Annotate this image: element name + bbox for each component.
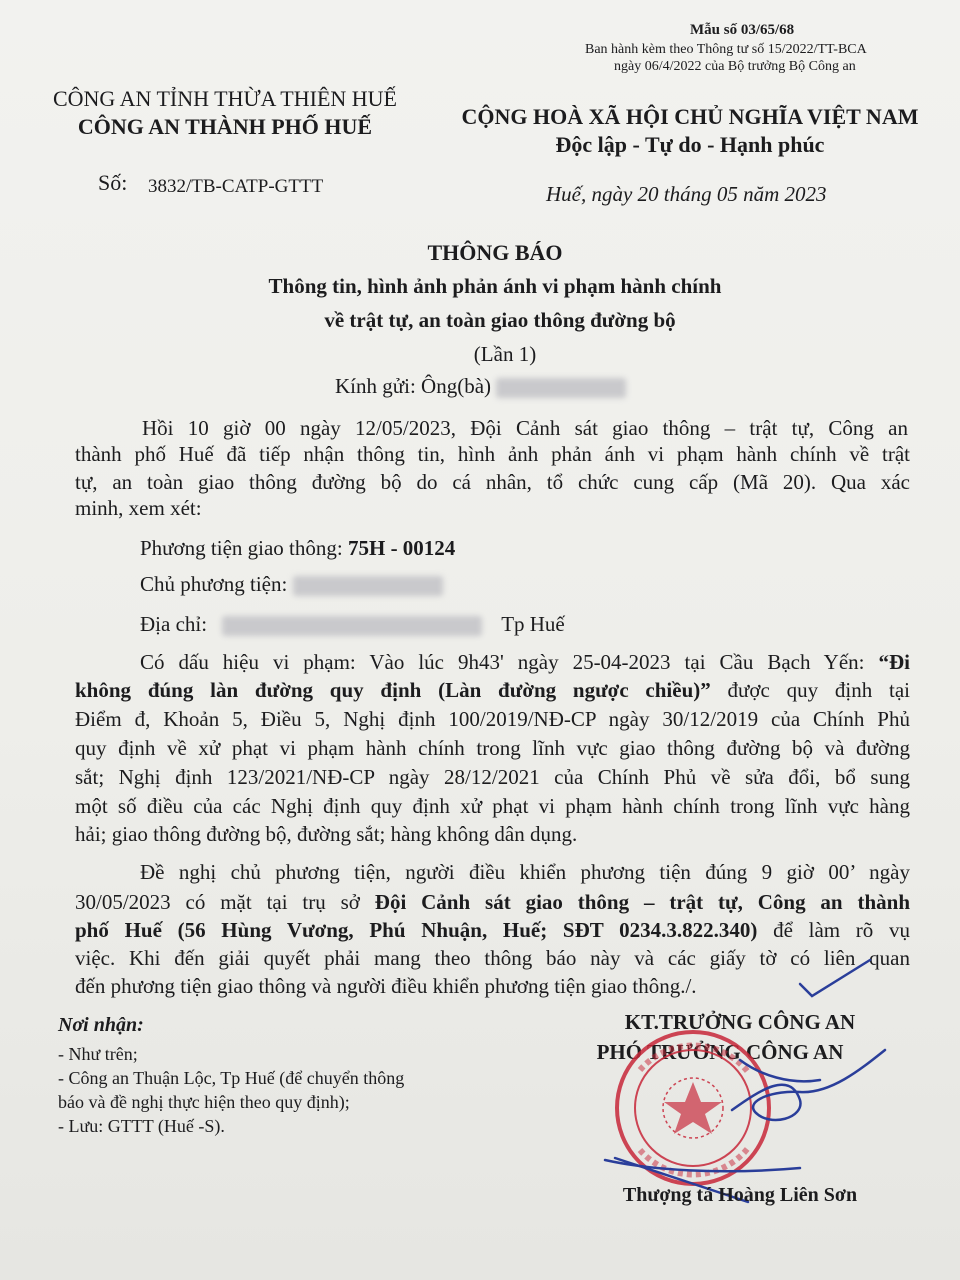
agency-parent: CÔNG AN TỈNH THỪA THIÊN HUẾ	[52, 86, 397, 111]
violation-line: một số điều của các Nghị định quy định xử phạt vi phạm hành chính trong lĩnh vực hàng	[75, 794, 910, 818]
recipient-item: - Lưu: GTTT (Huế -S).	[58, 1116, 225, 1136]
document-subtitle-1: Thông tin, hình ảnh phản ánh vi phạm hành chính	[268, 274, 722, 298]
violation-line: Điểm đ, Khoản 5, Điều 5, Nghị định 100/2019/NĐ-CP ngày 30/12/2019 của Chính Phủ	[75, 707, 910, 731]
violation-line: Có dấu hiệu vi phạm: Vào lúc 9h43' ngày 25-04-2023 tại Cầu Bạch Yến: “Đi	[140, 650, 911, 674]
signatory-title-2: PHÓ TRƯỞNG CÔNG AN	[596, 1040, 844, 1064]
document-title: THÔNG BÁO	[427, 240, 563, 265]
notice-round: (Lần 1)	[473, 342, 537, 366]
request-line: việc. Khi đến giải quyết phải mang theo thông báo này và các giấy tờ có liên quan	[75, 946, 910, 970]
reference-number: 3832/TB-CATP-GTTT	[148, 176, 324, 197]
intro-line: minh, xem xét:	[75, 496, 202, 520]
state-name: CỘNG HOÀ XÃ HỘI CHỦ NGHĨA VIỆT NAM	[461, 104, 919, 129]
signatory-name: Thượng tá Hoàng Liên Sơn	[622, 1184, 858, 1206]
recipient-item: - Như trên;	[58, 1044, 138, 1064]
owner-label: Chủ phương tiện:	[140, 572, 288, 596]
vehicle-label: Phương tiện giao thông:	[140, 536, 343, 560]
greeting-text: Kính gửi: Ông(bà)	[335, 374, 492, 398]
violation-line: sắt; Nghị định 123/2021/NĐ-CP ngày 28/12/2021 của Chính Phủ về sửa đổi, bổ sung	[75, 765, 910, 789]
request-line: Đề nghị chủ phương tiện, người điều khiển phương tiện đúng 9 giờ 00’ ngày	[140, 860, 910, 884]
address-label: Địa chỉ:	[140, 612, 208, 636]
request-line: 30/05/2023 có mặt tại trụ sở Đội Cảnh sát giao thông – trật tự, Công an thành	[75, 890, 911, 914]
agency-name: CÔNG AN THÀNH PHỐ HUẾ	[77, 114, 373, 139]
request-line: phố Huế (56 Hùng Vương, Phú Nhuận, Huế; SĐT 0234.3.822.340) để làm rõ vụ	[75, 918, 910, 942]
request-line: đến phương tiện giao thông và người điều khiển phương tiện giao thông./.	[75, 974, 697, 998]
signatory-title-1: KT.TRƯỞNG CÔNG AN	[624, 1010, 856, 1034]
place-date: Huế, ngày 20 tháng 05 năm 2023	[546, 182, 827, 206]
violation-line: hải; giao thông đường bộ, đường sắt; hàng không dân dụng.	[75, 822, 578, 846]
reference-label: Số:	[98, 170, 128, 195]
intro-line: thành phố Huế đã tiếp nhận thông tin, hình ảnh phản ánh vi phạm hành chính về trật	[75, 442, 910, 466]
intro-line: tự, an toàn giao thông đường bộ do cá nhân, tổ chức cung cấp (Mã 20). Qua xác	[75, 470, 910, 494]
form-issued-line-1: Ban hành kèm theo Thông tư số 15/2022/TT-BCA	[585, 42, 867, 57]
violation-line: quy định về xử phạt vi phạm hành chính trong lĩnh vực giao thông đường bộ và đường	[75, 736, 910, 760]
recipient-item-continued: báo và đề nghị thực hiện theo quy định);	[58, 1092, 350, 1112]
intro-line: Hồi 10 giờ 00 ngày 12/05/2023, Đội Cảnh sát giao thông – trật tự, Công an	[142, 416, 908, 440]
form-issued-line-2: ngày 06/4/2022 của Bộ trưởng Bộ Công an	[614, 59, 856, 74]
recipient-item: - Công an Thuận Lộc, Tp Huế (để chuyển thông	[58, 1068, 405, 1088]
form-number: Mẫu số 03/65/68	[690, 22, 795, 38]
violation-line: không đúng làn đường quy định (Làn đường ngược chiều)” được quy định tại	[75, 678, 910, 702]
document-subtitle-2: về trật tự, an toàn giao thông đường bộ	[324, 308, 676, 332]
state-motto: Độc lập - Tự do - Hạnh phúc	[555, 132, 825, 157]
address-city: Tp Huế	[501, 612, 565, 636]
recipients-label: Nơi nhận:	[58, 1014, 144, 1036]
license-plate: 75H - 00124	[347, 536, 456, 560]
